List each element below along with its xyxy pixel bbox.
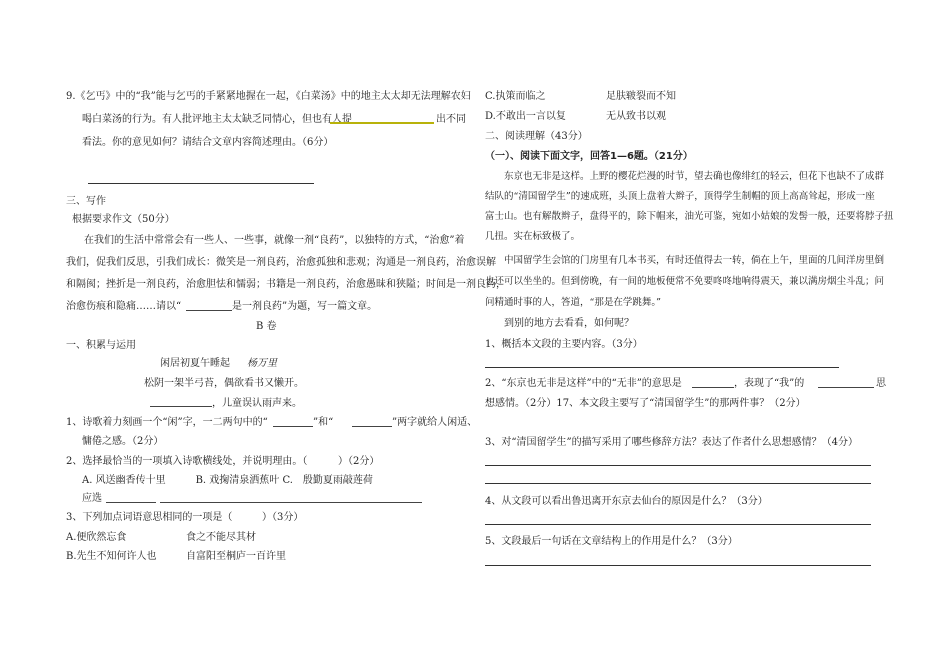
q9-line3: 看法。你的意见如何？请结合文章内容简述理由。（6分） <box>82 137 334 148</box>
writing-para-line4: 治愈伤痕和隐痛……请以“ <box>66 301 182 312</box>
q1-line1-end: ”两字就给人闲适、 <box>392 417 478 428</box>
passage-p2-line3: 问精通时事的人，答道，“那是在学跳舞。” <box>485 297 661 308</box>
q2-score: ）（2分） <box>338 456 380 467</box>
reading-passage-heading: （一）、阅读下面文字，回答1—6题。（21分） <box>485 151 693 162</box>
q3-option-c2: 足肤皲裂而不知 <box>606 91 676 102</box>
passage-p1-line1: 东京也无非是这样。上野的樱花烂漫的时节，望去确也像绯红的轻云，但花下也缺不了成群 <box>504 171 885 182</box>
reading-q4: 4、从文段可以看出鲁迅离开东京去仙台的原因是什么？（3分） <box>485 496 768 507</box>
poem-blank <box>150 406 212 407</box>
q1-blank-2 <box>352 426 392 427</box>
writing-requirement: 根据要求作文（50分） <box>72 214 175 225</box>
q9-line2: 喝白菜汤的行为。有人批评地主太太缺乏同情心，但也有人提 <box>82 114 352 125</box>
title-blank <box>186 310 232 311</box>
q9-answer-line <box>88 183 314 184</box>
writing-para-line4-end: 是一剂良药”为题，写一篇文章。 <box>232 301 378 312</box>
writing-para-line2: 我们，促我们反思，引我们成长：微笑是一剂良药，治愈孤独和悲观；沟通是一剂良药，治愈误解 <box>66 257 496 268</box>
q9-highlight-blank <box>330 122 434 124</box>
q3-line: 3、下列加点词语意思相同的一项是（ <box>66 512 233 523</box>
poem-line2: ，儿童误认雨声来。 <box>212 398 302 409</box>
reading-q5: 5、文段最后一句话在文章结构上的作用是什么？（3分） <box>485 536 738 547</box>
poem-title: 闲居初夏午睡起 <box>160 358 230 369</box>
poem-author: 杨万里 <box>247 358 277 369</box>
q3-option-b1: B.先生不知何许人也 <box>66 551 157 562</box>
q9-line2-end: 出不同 <box>436 114 466 125</box>
section-reading: 二、阅读理解（43分） <box>485 131 588 142</box>
passage-p3: 到别的地方去看看，如何呢？ <box>504 318 634 329</box>
poem-line1: 松阴一架半弓苔，偶欲看书又懒开。 <box>144 378 304 389</box>
q2-answer-label: 应选 <box>82 493 102 504</box>
reading-q1: 1、概括本文段的主要内容。（3分） <box>485 339 643 350</box>
q1-line1: 1、诗歌着力刻画一个“闲”字，一二两句中的“ <box>66 417 268 428</box>
q3-score: ）（3分） <box>262 512 304 523</box>
reading-q2-blank-1 <box>692 387 734 388</box>
writing-heading: 三、写作 <box>66 196 106 207</box>
q3-option-d2: 无从致书以观 <box>606 111 666 122</box>
reading-q5-answer-line <box>485 565 871 566</box>
q1-blank-1 <box>273 426 313 427</box>
passage-p2-line1: 中国留学生会馆的门房里有几本书买，有时还值得去一转，倘在上午，里面的几间洋房里倒 <box>504 255 885 266</box>
passage-p1-line4: 几扭。实在标致极了。 <box>485 231 581 242</box>
q3-option-a1: A.便欣然忘食 <box>66 532 127 543</box>
reading-q3-answer-line-1 <box>485 465 871 466</box>
reading-q2-line1-end: 思 <box>876 378 886 389</box>
q3-option-d1: D.不敢出一言以复 <box>485 111 566 122</box>
reading-q3: 3、对“清国留学生”的描写采用了哪些修辞方法？表达了作者什么思想感情？（4分） <box>485 437 858 448</box>
b-juan-title: B 卷 <box>256 321 277 332</box>
q3-option-c1: C.执策而临之 <box>485 91 546 102</box>
q2-reason-line <box>160 502 422 503</box>
q3-option-a2: 食之不能尽其材 <box>186 532 256 543</box>
q1-line2: 慵倦之感。（2分） <box>82 436 164 447</box>
q3-option-b2: 自富阳至桐庐一百许里 <box>186 551 286 562</box>
passage-p2-line2: 也还可以坐坐的。但到傍晚，有一间的地板便常不免要咚咚地响得震天，兼以满房烟尘斗乱；问 <box>485 276 885 287</box>
q9-line1: 9.《乞丐》中的“我”能与乞丐的手紧紧地握在一起，《白菜汤》中的地主太太却无法理解农妇 <box>66 91 471 102</box>
passage-p1-line3: 富士山。也有解散辫子，盘得平的，除下帽来，油光可鉴，宛如小姑娘的发髻一般，还要将脖子扭 <box>485 211 894 222</box>
reading-q2-line1-mid: ，表现了“我”的 <box>734 378 805 389</box>
reading-q2-line1: 2、“东京也无非是这样”中的“无非”的意思是 <box>485 378 682 389</box>
q2-options: A. 风送幽香传十里 B. 戏掬清泉洒蕉叶 C. 殷勤夏雨敲莲荷 <box>82 475 373 486</box>
reading-q2-blank-2 <box>818 387 874 388</box>
reading-q2-line2: 想感情。（2分）17、本文段主要写了“清国留学生”的那两件事？（2分） <box>485 398 806 409</box>
writing-para-line3: 和隔阂；挫折是一剂良药，治愈胆怯和懦弱；书籍是一剂良药，治愈愚昧和狭隘；时间是一剂良药， <box>66 279 506 290</box>
reading-q3-answer-line-2 <box>485 483 871 484</box>
passage-p1-line2: 结队的“清国留学生”的速成班，头顶上盘着大辫子，顶得学生制帽的顶上高高耸起，形成一座 <box>485 191 875 202</box>
q2-answer-blank <box>106 502 156 503</box>
section-accumulation: 一、积累与运用 <box>66 340 136 351</box>
reading-q4-answer-line <box>485 524 871 525</box>
reading-q1-answer-line <box>485 367 839 368</box>
q2-line: 2、选择最恰当的一项填入诗歌横线处，并说明理由。（ <box>66 456 308 467</box>
writing-para-line1: 在我们的生活中常常会有一些人、一些事，就像一剂“良药”，以独特的方式，“治愈”着 <box>84 235 465 246</box>
q1-line1-mid: ”和“ <box>313 417 334 428</box>
